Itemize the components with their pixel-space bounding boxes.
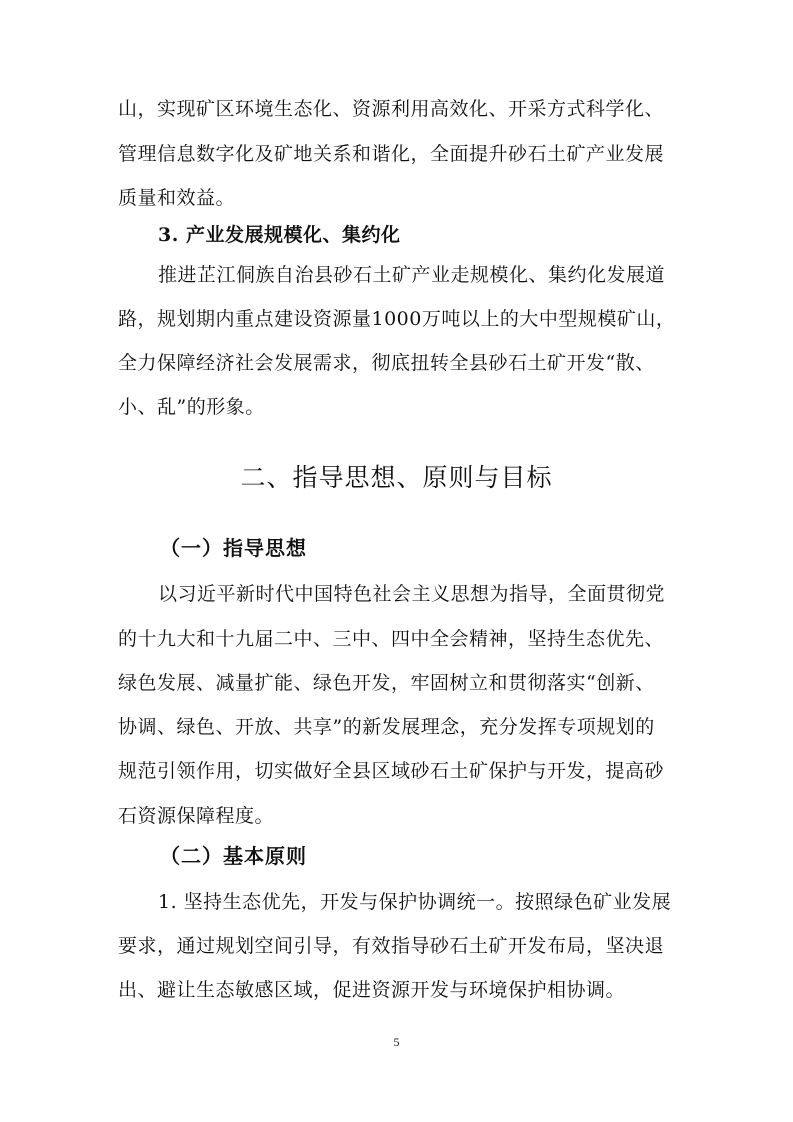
body-text-line: 推进芷江侗族自治县砂石土矿产业走规模化、集约化发展道 [158, 264, 666, 286]
item-heading: 3. 产业发展规模化、集约化 [158, 224, 401, 246]
body-text-line: 出、避让生态敏感区域，促进资源开发与环境保护相协调。 [118, 979, 626, 1001]
body-text-line: 的十九大和十九届二中、三中、四中全会精神，坚持生态优先、 [118, 628, 665, 650]
body-text-line: 全力保障经济社会发展需求，彻底扭转全县砂石土矿开发“散、 [118, 352, 655, 374]
body-text-line: 路，规划期内重点建设资源量1000万吨以上的大中型规模矿山， [118, 308, 676, 330]
body-text-line: 要求，通过规划空间引导，有效指导砂石土矿开发布局，坚决退 [118, 935, 665, 957]
page-number: 5 [393, 1035, 400, 1049]
body-text-line: 石资源保障程度。 [118, 805, 275, 827]
body-text-line: 质量和效益。 [118, 187, 236, 209]
body-text-line: 山，实现矿区环境生态化、资源利用高效化、开采方式科学化、 [118, 98, 665, 120]
body-text-line: 管理信息数字化及矿地关系和谐化，全面提升砂石土矿产业发展 [118, 143, 665, 165]
subsection-heading: （二）基本原则 [160, 844, 307, 868]
body-text-line: 规范引领作用，切实做好全县区域砂石土矿保护与开发，提高砂 [118, 760, 665, 782]
body-text-line: 小、乱”的形象。 [118, 396, 265, 418]
body-text-line: 1. 坚持生态优先，开发与保护协调统一。按照绿色矿业发展 [158, 891, 672, 913]
section-title: 二、指导思想、原则与目标 [240, 463, 553, 492]
body-text-line: 协调、绿色、开放、共享”的新发展理念，充分发挥专项规划的 [118, 716, 655, 738]
subsection-heading: （一）指导思想 [160, 536, 307, 560]
body-text-line: 以习近平新时代中国特色社会主义思想为指导，全面贯彻党 [158, 583, 666, 605]
body-text-line: 绿色发展、减量扩能、绿色开发，牢固树立和贯彻落实“创新、 [118, 672, 655, 694]
